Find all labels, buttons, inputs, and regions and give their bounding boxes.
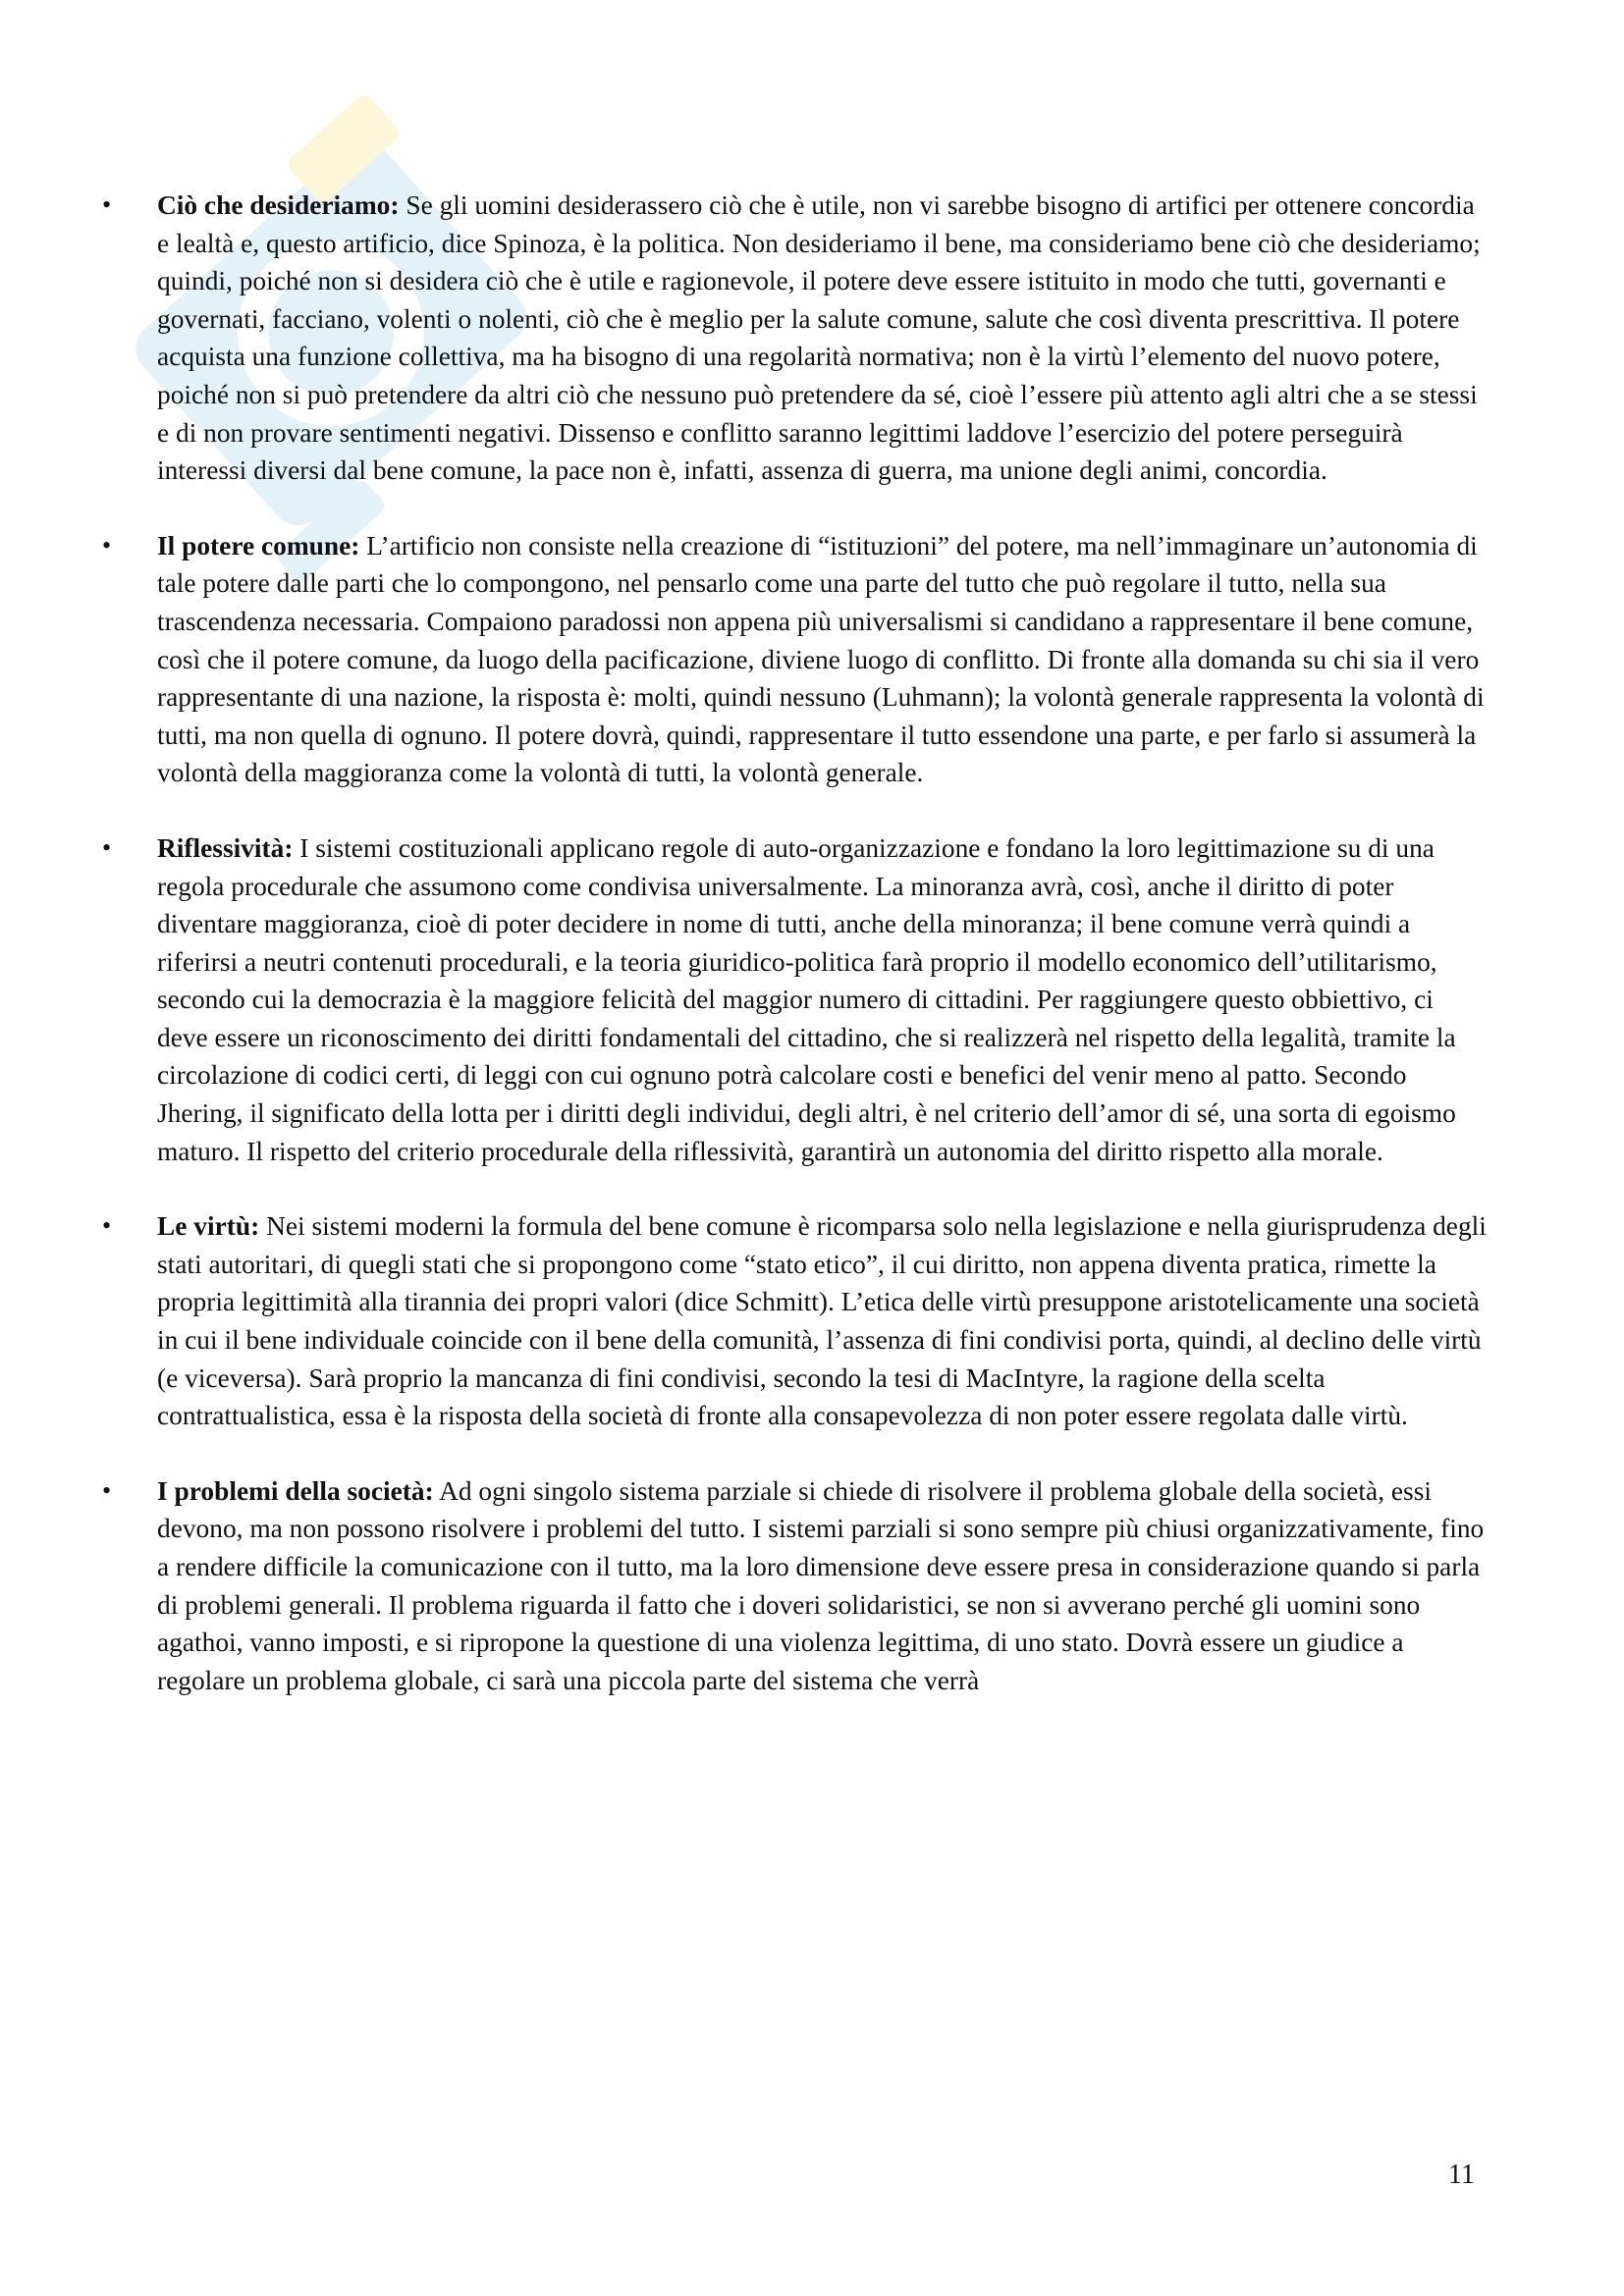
paragraph-term: Il potere comune: (157, 530, 360, 561)
paragraph (157, 1472, 1488, 1700)
paragraph-term: Ciò che desideriamo: (157, 190, 400, 220)
bullet-item-virtu (102, 1207, 1488, 1435)
paragraph (157, 187, 1488, 490)
paragraph-term: Le virtù: (157, 1211, 260, 1242)
paragraph-text: I sistemi costituzionali applicano regole di auto-organizzazione e fondano la loro legittimazione su di una regola procedurale che assumono come condivisa universalmente. La minoranza avrà, così, anche il diritto di poter diventare maggioranza, cioè di poter decidere in nome di tutti, anche della minoranza; il bene comune verrà quindi a riferirsi a neutri contenuti procedurali, e la teoria giuridico-politica farà proprio il modello economico dell’utilitarismo, secondo cui la democrazia è la maggiore felicità del maggior numero di cittadini. Per raggiungere questo obbiettivo, ci deve essere un riconoscimento dei diritti fondamentali del cittadino, che si realizzerà nel rispetto della legalità, tramite la circolazione di codici certi, di leggi con cui ognuno potrà calcolare costi e benefici del venir meno al patto. Secondo Jhering, il significato della lotta per i diritti degli individui, degli altri, è nel criterio dell’amor di sé, una sorta di egoismo maturo. Il rispetto del criterio procedurale della riflessività, garantirà un autonomia del diritto rispetto alla morale. (157, 832, 1456, 1166)
bullet-item-desideriamo (102, 187, 1488, 490)
paragraph (157, 527, 1488, 792)
page-number: 11 (1448, 2160, 1475, 2190)
paragraph-text: Ad ogni singolo sistema parziale si chiede di risolvere il problema globale della società, essi devono, ma non possono risolvere i problemi del tutto. I sistemi parziali si sono sempre più chiusi organizzativamente, fino a rendere difficile la comunicazione con il tutto, ma la loro dimensione deve essere presa in considerazione quando si parla di problemi generali. Il problema riguarda il fatto che i doveri solidaristici, se non si avverano perché gli uomini sono agathoi, vanno imposti, e si ripropone la questione di una violenza legittima, di uno stato. Dovrà essere un giudice a regolare un problema globale, ci sarà una piccola parte del sistema che verrà (157, 1475, 1485, 1695)
bullet-icon: • (102, 530, 112, 560)
bullet-icon: • (102, 190, 112, 219)
paragraph-text: Se gli uomini desiderassero ciò che è utile, non vi sarebbe bisogno di artifici per ottenere concordia e lealtà e, questo artificio, dice Spinoza, è la politica. Non desideriamo il bene, ma consideriamo bene ciò che desideriamo; quindi, poiché non si desidera ciò che è utile e ragionevole, il potere deve essere istituito in modo che tutti, governanti e governati, facciano, volenti o nolenti, ciò che è meglio per la salute comune, salute che così diventa prescrittiva. Il potere acquista una funzione collettiva, ma ha bisogno di una regolarità normativa; non è la virtù l’elemento del nuovo potere, poiché non si può pretendere da altri ciò che nessuno può pretendere da sé, cioè l’essere più attento agli altri che a se stessi e di non provare sentimenti negativi. Dissenso e conflitto saranno legittimi laddove l’esercizio del potere perseguirà interessi diversi dal bene comune, la pace non è, infatti, assenza di guerra, ma unione degli animi, concordia. (157, 190, 1481, 486)
document-body (102, 187, 1488, 1736)
paragraph-text: Nei sistemi moderni la formula del bene comune è ricomparsa solo nella legislazione e nella giurisprudenza degli stati autoritari, di quegli stati che si propongono come “stato etico”, il cui diritto, non appena diventa pratica, rimette la propria legittimità alla tirannia dei propri valori (dice Schmitt). L’etica delle virtù presuppone aristotelicamente una società in cui il bene individuale coincide con il bene della comunità, l’assenza di fini condivisi porta, quindi, al declino delle virtù (e viceversa). Sarà proprio la mancanza di fini condivisi, secondo la tesi di MacIntyre, la ragione della scelta contrattualistica, essa è la risposta della società di fronte alla consapevolezza di non poter essere regolata dalle virtù. (157, 1211, 1487, 1431)
paragraph (157, 1207, 1488, 1435)
bullet-item-potere-comune (102, 527, 1488, 792)
bullet-item-problemi-societa (102, 1472, 1488, 1700)
bullet-item-riflessivita (102, 829, 1488, 1170)
bullet-icon: • (102, 1211, 112, 1241)
bullet-icon: • (102, 832, 112, 862)
paragraph (157, 829, 1488, 1170)
bullet-icon: • (102, 1475, 112, 1505)
paragraph-term: Riflessività: (157, 832, 294, 863)
paragraph-term: I problemi della società: (157, 1475, 434, 1506)
paragraph-text: L’artificio non consiste nella creazione di “istituzioni” del potere, ma nell’immaginare un’autonomia di tale potere dalle parti che lo compongono, nel pensarlo come una parte del tutto che può regolare il tutto, nella sua trascendenza necessaria. Compaiono paradossi non appena più universalismi si candidano a rappresentare il bene comune, così che il potere comune, da luogo della pacificazione, diviene luogo di conflitto. Di fronte alla domanda su chi sia il vero rappresentante di una nazione, la risposta è: molti, quindi nessuno (Luhmann); la volontà generale rappresenta la volontà di tutti, ma non quella di ognuno. Il potere dovrà, quindi, rappresentare il tutto essendone una parte, e per farlo si assumerà la volontà della maggioranza come la volontà di tutti, la volontà generale. (157, 530, 1485, 788)
